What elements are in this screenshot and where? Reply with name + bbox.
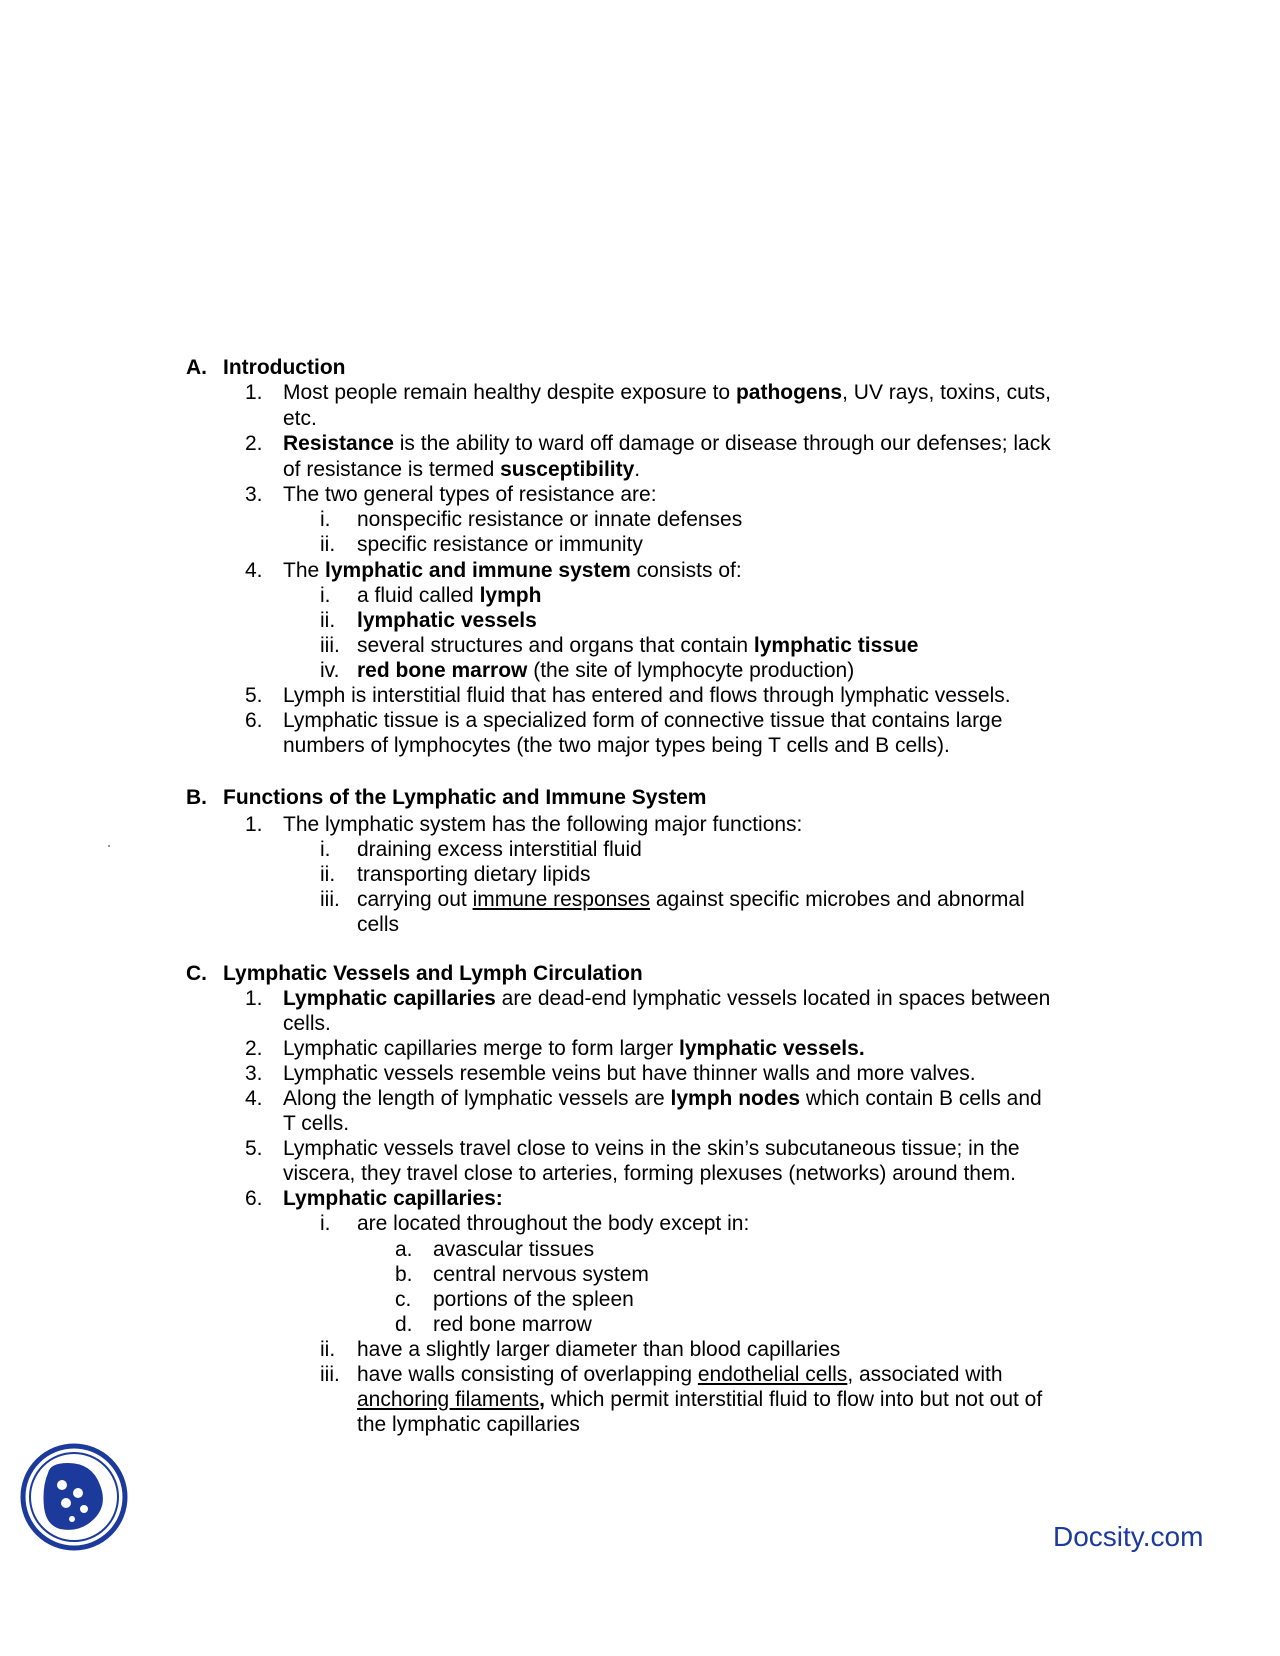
sub-item-num: iv.	[320, 659, 340, 682]
sub-sub-item-num: b.	[395, 1263, 413, 1286]
list-item: 6.	[245, 709, 263, 732]
list-item-text: The lymphatic and immune system consists of:	[283, 559, 742, 582]
sub-sub-item-text: central nervous system	[433, 1263, 649, 1286]
sub-item-text: nonspecific resistance or innate defenses	[357, 508, 743, 531]
sub-item-text: are located throughout the body except in:	[357, 1212, 750, 1235]
list-item: 1.	[245, 813, 263, 836]
list-item-text: Along the length of lymphatic vessels are lymph nodes which contain B cells and	[283, 1087, 1042, 1110]
sub-item-num: ii.	[320, 863, 336, 886]
sub-item-text: transporting dietary lipids	[357, 863, 591, 886]
list-item-text: Resistance is the ability to ward off damage or disease through our defenses; lack	[283, 432, 1051, 455]
docsity-logo-icon	[20, 1443, 128, 1551]
sub-sub-item-text: red bone marrow	[433, 1313, 592, 1336]
sub-item-text: have walls consisting of overlapping endothelial cells, associated with	[357, 1363, 1003, 1386]
underlined-term: endothelial cells	[697, 1363, 848, 1386]
section-title: Introduction	[223, 356, 346, 379]
sub-item-text: draining excess interstitial fluid	[357, 838, 642, 861]
list-item: 2.	[245, 432, 263, 455]
sub-sub-item-num: d.	[395, 1313, 413, 1336]
list-item-text: T cells.	[283, 1112, 350, 1135]
sub-item-num: i.	[320, 508, 331, 531]
sub-item-num: i.	[320, 1212, 331, 1235]
list-item-text: Lymphatic tissue is a specialized form of connective tissue that contains large	[283, 709, 1003, 732]
sub-item-num: iii.	[320, 888, 340, 911]
sub-item-text: have a slightly larger diameter than blood capillaries	[357, 1338, 841, 1361]
sub-item-text: specific resistance or immunity	[357, 533, 643, 556]
sub-sub-item-text: portions of the spleen	[433, 1288, 634, 1311]
list-item-text: viscera, they travel close to arteries, forming plexuses (networks) around them.	[283, 1162, 1016, 1185]
sub-item-num: i.	[320, 584, 331, 607]
sub-item-text: cells	[357, 913, 400, 936]
docsity-brand-link[interactable]: Docsity.com	[1053, 1521, 1204, 1552]
list-item: 1.	[245, 987, 263, 1010]
list-item-text: Lymphatic vessels travel close to veins in the skin’s subcutaneous tissue; in the	[283, 1137, 1020, 1160]
sub-item-num: iii.	[320, 1363, 340, 1386]
section-title: Lymphatic Vessels and Lymph Circulation	[223, 962, 643, 985]
list-item-text: Lymphatic capillaries:	[283, 1187, 503, 1210]
sub-sub-item-num: a.	[395, 1238, 413, 1261]
list-item: 5.	[245, 684, 263, 707]
list-item-text: Lymph is interstitial fluid that has entered and flows through lymphatic vessels.	[283, 684, 1011, 707]
section-label: C.	[186, 962, 207, 985]
list-item-text: Lymphatic vessels resemble veins but have thinner walls and more valves.	[283, 1062, 976, 1085]
sub-item-text: anchoring filaments, which permit interstitial fluid to flow into but not out of	[357, 1388, 1043, 1411]
list-item-text: cells.	[283, 1012, 331, 1035]
list-item-text: Lymphatic capillaries merge to form larger lymphatic vessels.	[283, 1037, 865, 1060]
sub-item-num: ii.	[320, 609, 336, 632]
sub-item-text: red bone marrow (the site of lymphocyte production)	[357, 659, 855, 682]
list-item: 1.	[245, 381, 263, 404]
list-item: 5.	[245, 1137, 263, 1160]
list-item-text: numbers of lymphocytes (the two major types being T cells and B cells).	[283, 734, 950, 757]
section-label: A.	[186, 356, 207, 379]
list-item: 2.	[245, 1037, 263, 1060]
list-item-text: Lymphatic capillaries are dead-end lymphatic vessels located in spaces between	[283, 987, 1051, 1010]
stray-dot	[108, 845, 110, 847]
list-item-text: Most people remain healthy despite exposure to pathogens, UV rays, toxins, cuts,	[283, 381, 1052, 404]
list-item: 4.	[245, 1087, 263, 1110]
sub-item-text: several structures and organs that contain lymphatic tissue	[357, 634, 919, 657]
section-label: B.	[186, 786, 207, 809]
section-title: Functions of the Lymphatic and Immune System	[223, 786, 707, 809]
sub-item-text: lymphatic vessels	[357, 609, 537, 632]
list-item-text: The two general types of resistance are:	[283, 483, 657, 506]
sub-sub-item-text: avascular tissues	[433, 1238, 595, 1261]
list-item: 6.	[245, 1187, 263, 1210]
underlined-term: anchoring filaments	[357, 1388, 540, 1411]
list-item-text: of resistance is termed susceptibility.	[283, 458, 641, 481]
list-item: 3.	[245, 483, 263, 506]
list-item-text: The lymphatic system has the following major functions:	[283, 813, 803, 836]
list-item: 4.	[245, 559, 263, 582]
sub-item-text: carrying out immune responses against specific microbes and abnormal	[357, 888, 1025, 911]
sub-item-num: iii.	[320, 634, 340, 657]
sub-sub-item-num: c.	[395, 1288, 412, 1311]
sub-item-text: a fluid called lymph	[357, 584, 542, 607]
sub-item-num: i.	[320, 838, 331, 861]
list-item: 3.	[245, 1062, 263, 1085]
sub-item-text: the lymphatic capillaries	[357, 1413, 580, 1436]
sub-item-num: ii.	[320, 1338, 336, 1361]
sub-item-num: ii.	[320, 533, 336, 556]
list-item-text: etc.	[283, 407, 317, 430]
underlined-term: immune responses	[472, 888, 650, 911]
